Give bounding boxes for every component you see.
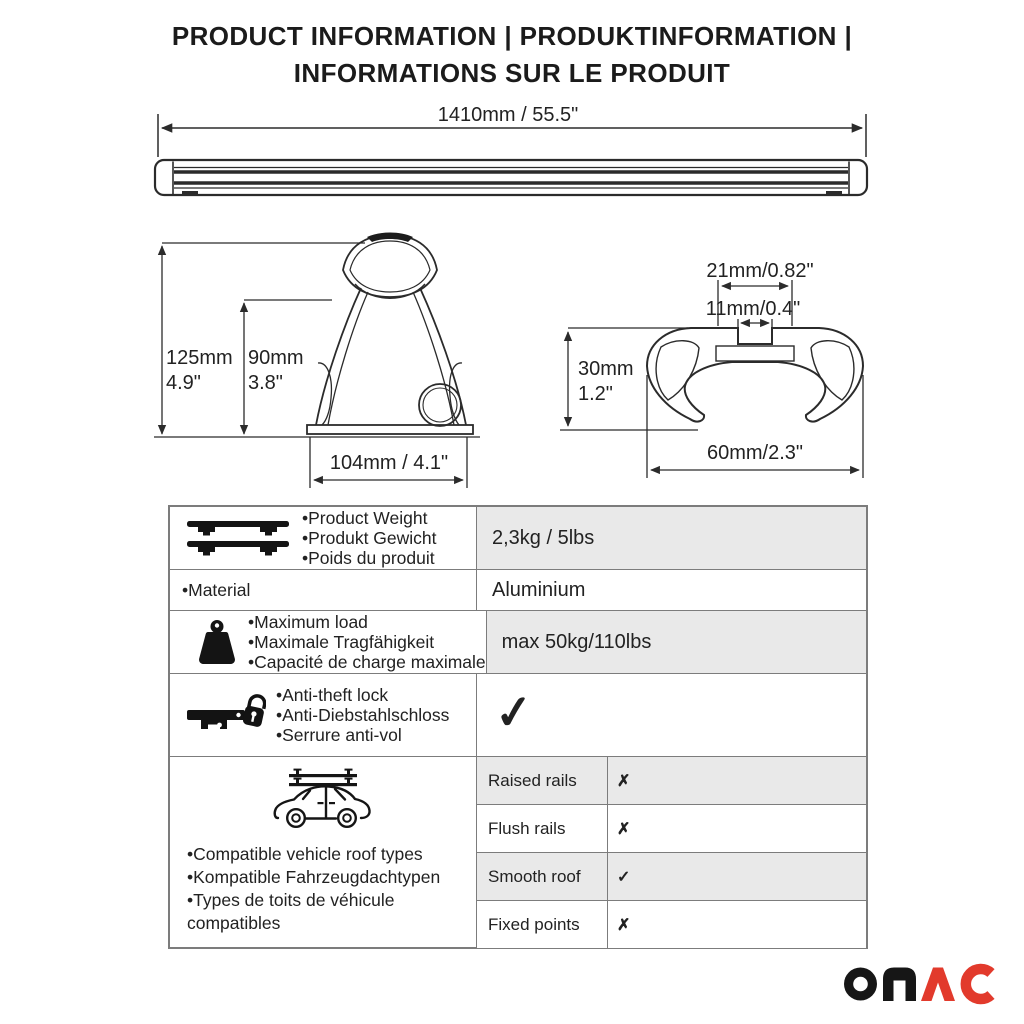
product-weight-labels (302, 508, 437, 568)
roof-type-label: Fixed points (477, 901, 608, 948)
spec-value: 2,3kg / 5lbs (492, 526, 595, 549)
crossbar-drawing (155, 160, 867, 195)
spec-label: •Anti-theft lock (276, 685, 389, 705)
roof-type-label: Smooth roof (477, 853, 608, 900)
maximum-load-value-cell (487, 611, 866, 673)
maximum-load-labels (248, 612, 486, 672)
car-roof-types-icon (273, 766, 373, 832)
foot-diagram (140, 228, 505, 503)
maximum-load-label-cell (170, 611, 487, 673)
table-row-anti-theft-lock (170, 673, 866, 756)
table-row-roof-types (170, 756, 866, 947)
spec-label: •Maximum load (248, 612, 368, 632)
spec-label: •Material (182, 580, 251, 600)
spec-value: max 50kg/110lbs (501, 630, 652, 653)
anti-theft-lock-icon (186, 688, 266, 742)
subrow-raised-rails (477, 757, 866, 804)
omac-logo (843, 963, 995, 1005)
subrow-fixed-points (477, 900, 866, 948)
anti-theft-value-cell (477, 674, 866, 756)
subrow-flush-rails (477, 804, 866, 852)
page-title-line1: PRODUCT INFORMATION | PRODUKTINFORMATION | (171, 21, 853, 51)
product-weight-label-cell (170, 507, 477, 569)
roof-types-label-cell (170, 757, 477, 947)
crossbar-length-diagram (140, 92, 884, 204)
profile-slot-width-label: 11mm/0.4" (705, 298, 801, 320)
roof-type-mark: ✗ (608, 757, 866, 804)
roof-type-mark: ✗ (608, 805, 866, 852)
roof-type-label: Raised rails (477, 757, 608, 804)
page-title (0, 18, 1024, 92)
spec-label: •Types de toits de véhicule compatibles (187, 890, 395, 933)
roof-rack-bars-icon (186, 517, 290, 559)
anti-theft-labels (276, 685, 449, 745)
spec-label: •Anti-Diebstahlschloss (276, 705, 450, 725)
foot-upper-height-in-label: 3.8" (248, 372, 283, 394)
roof-types-subtable (477, 757, 866, 947)
roof-type-label: Flush rails (477, 805, 608, 852)
foot-total-height-in-label: 4.9" (166, 372, 201, 394)
profile-drawing (647, 328, 863, 422)
roof-type-mark: ✗ (608, 901, 866, 948)
foot-total-height-mm-label: 125mm (166, 347, 233, 369)
spec-label: •Kompatible Fahrzeugdachtypen (187, 867, 441, 887)
foot-drawing (307, 233, 473, 435)
spec-label: •Produkt Gewicht (302, 528, 437, 548)
omac-logo-letters (844, 968, 991, 1002)
profile-height-mm-label: 30mm (578, 358, 634, 380)
crossbar-profile-diagram (548, 240, 893, 492)
table-row-product-weight (170, 507, 866, 569)
foot-base-width-label: 104mm / 4.1" (329, 452, 449, 474)
material-labels (182, 580, 250, 600)
spec-label: •Serrure anti-vol (276, 725, 402, 745)
anti-theft-label-cell (170, 674, 477, 756)
profile-top-width-label: 21mm/0.82" (706, 260, 814, 282)
roof-type-mark: ✓ (608, 853, 866, 900)
table-row-material (170, 569, 866, 610)
spec-value: Aluminium (492, 578, 586, 601)
spec-label: •Compatible vehicle roof types (187, 844, 423, 864)
check-mark: ✓ (492, 684, 536, 740)
material-label-cell (170, 570, 477, 610)
material-value-cell (477, 570, 866, 610)
spec-table (168, 505, 868, 949)
spec-label: •Maximale Tragfähigkeit (248, 632, 435, 652)
spec-label: •Product Weight (302, 508, 428, 528)
page-title-line2: INFORMATIONS SUR LE PRODUIT (293, 58, 731, 88)
crossbar-length-label: 1410mm / 55.5" (437, 104, 579, 126)
max-load-weight-icon (196, 619, 238, 665)
foot-upper-height-mm-label: 90mm (248, 347, 304, 369)
roof-types-labels (170, 843, 476, 935)
product-weight-value-cell (477, 507, 866, 569)
profile-total-width-label: 60mm/2.3" (706, 442, 804, 464)
spec-label: •Capacité de charge maximale (248, 652, 486, 672)
subrow-smooth-roof (477, 852, 866, 900)
spec-label: •Poids du produit (302, 548, 435, 568)
profile-height-in-label: 1.2" (578, 383, 613, 405)
table-row-maximum-load (170, 610, 866, 673)
